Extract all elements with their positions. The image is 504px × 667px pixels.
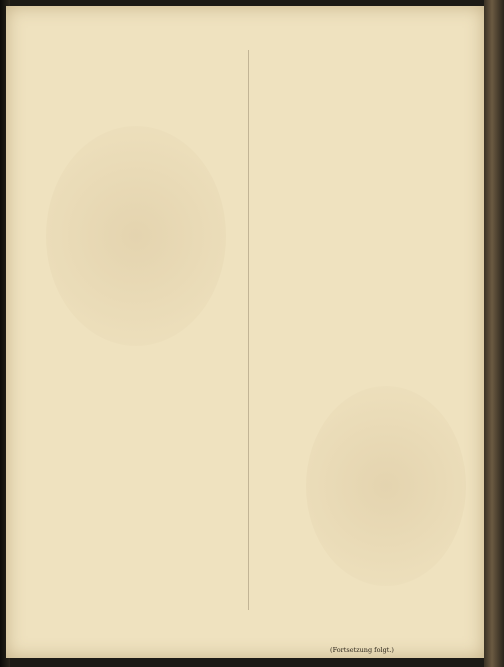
text-column-left — [28, 50, 240, 610]
column-divider — [248, 50, 249, 610]
adjacent-page-edge — [484, 0, 504, 667]
text-column-right — [256, 50, 468, 610]
newspaper-page — [6, 6, 484, 658]
continuation-note: (Fortsetzung folgt.) — [330, 646, 394, 654]
